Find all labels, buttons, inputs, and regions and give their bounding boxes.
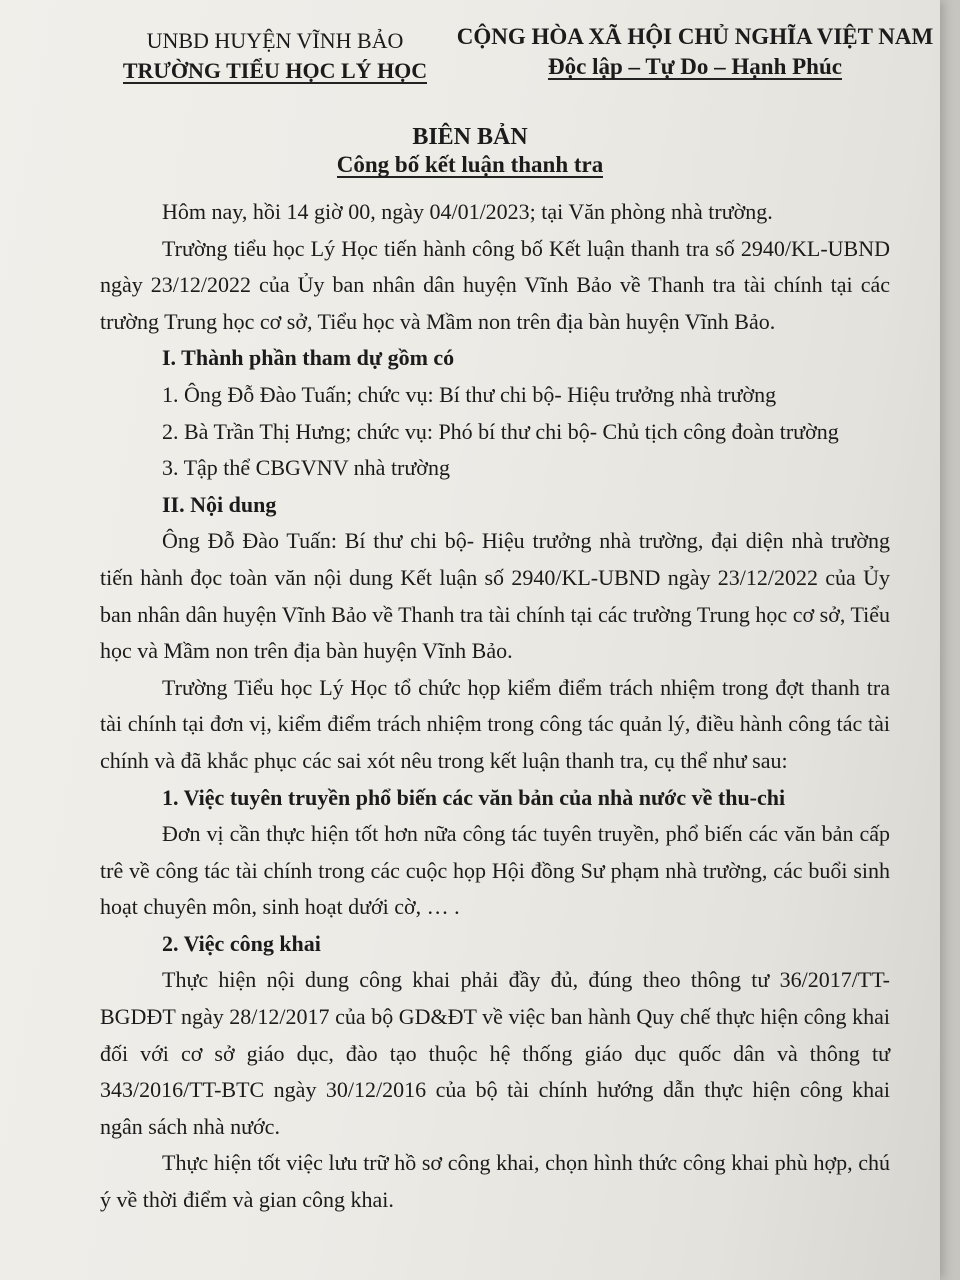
paragraph-disclosure: Thực hiện nội dung công khai phải đầy đủ, đúng theo thông tư 36/2017/TT-BGDĐT ngày 28/12/2017 của bộ GD&ĐT về việc ban hành Quy chế thực hiện công khai đối với cơ sở giáo dục, đào tạo thuộc hệ thống giáo dục quốc dân và thông tư 343/2016/TT-BTC ngày 30/12/2016 của bộ tài chính hướng dẫn thực hiện công khai ngân sách nhà nước. (100, 967, 890, 1139)
section-heading-content: II. Nội dung (162, 491, 277, 517)
participant-item: 1. Ông Đỗ Đào Tuấn; chức vụ: Bí thư chi bộ- Hiệu trưởng nhà trường (162, 381, 777, 407)
participant-item: 3. Tập thể CBGVNV nhà trường (162, 455, 450, 481)
page-edge-shadow (940, 0, 960, 1280)
participant-item: 2. Bà Trần Thị Hưng; chức vụ: Phó bí thư chi bộ- Chủ tịch công đoàn trường (162, 418, 839, 444)
document-body (100, 194, 890, 1219)
subsection-heading-propaganda: 1. Việc tuyên truyền phổ biến các văn bản của nhà nước về thu-chi (162, 784, 786, 810)
paragraph-opening: Hôm nay, hồi 14 giờ 00, ngày 04/01/2023; tại Văn phòng nhà trường. (162, 199, 773, 224)
document-subtitle: Công bố kết luận thanh tra (336, 152, 604, 177)
paragraph-archiving: Thực hiện tốt việc lưu trữ hồ sơ công khai, chọn hình thức công khai phù hợp, chú ý về thời điểm và gian công khai. (100, 1150, 890, 1213)
paragraph-reading: Ông Đỗ Đào Tuấn: Bí thư chi bộ- Hiệu trưởng nhà trường, đại diện nhà trường tiến hành đọc toàn văn nội dung Kết luận số 2940/KL-UBND ngày 23/12/2022 của Ủy ban nhân dân huyện Vĩnh Bảo về Thanh tra tài chính tại các trường Trung học cơ sở, Tiểu học và Mầm non trên địa bàn huyện Vĩnh Bảo. (100, 528, 890, 664)
national-motto: Độc lập – Tự Do – Hạnh Phúc (548, 54, 842, 79)
paragraph-announcement: Trường tiểu học Lý Học tiến hành công bố Kết luận thanh tra số 2940/KL-UBND ngày 23/12/2022 của Ủy ban nhân dân huyện Vĩnh Bảo về Thanh tra tài chính tại các trường Trung học cơ sở, Tiểu học và Mầm non trên địa bàn huyện Vĩnh Bảo. (100, 235, 890, 334)
paragraph-review: Trường Tiểu học Lý Học tổ chức họp kiểm điểm trách nhiệm trong đợt thanh tra tài chính tại đơn vị, kiểm điểm trách nhiệm trong công tác quản lý, điều hành công tác tài chính và đã khắc phục các sai xót nêu trong kết luận thanh tra, cụ thể như sau: (100, 674, 890, 773)
national-title: CỘNG HÒA XÃ HỘI CHỦ NGHĨA VIỆT NAM (456, 24, 934, 49)
school-name: TRƯỜNG TIỂU HỌC LÝ HỌC (122, 58, 428, 83)
paragraph-propaganda: Đơn vị cần thực hiện tốt hơn nữa công tác tuyên truyền, phổ biến các văn bản cấp trê về công tác tài chính trong các cuộc họp Hội đồng Sư phạm nhà trường, các buổi sinh hoạt chuyên môn, sinh hoạt dưới cờ, … . (100, 821, 890, 920)
national-header (440, 22, 940, 82)
agency-header (110, 26, 440, 86)
agency-name: UNBD HUYỆN VĨNH BẢO (146, 28, 404, 53)
document-title: BIÊN BẢN (412, 124, 528, 150)
subsection-heading-disclosure: 2. Việc công khai (162, 930, 321, 956)
section-heading-participants: I. Thành phần tham dự gồm có (162, 345, 455, 371)
